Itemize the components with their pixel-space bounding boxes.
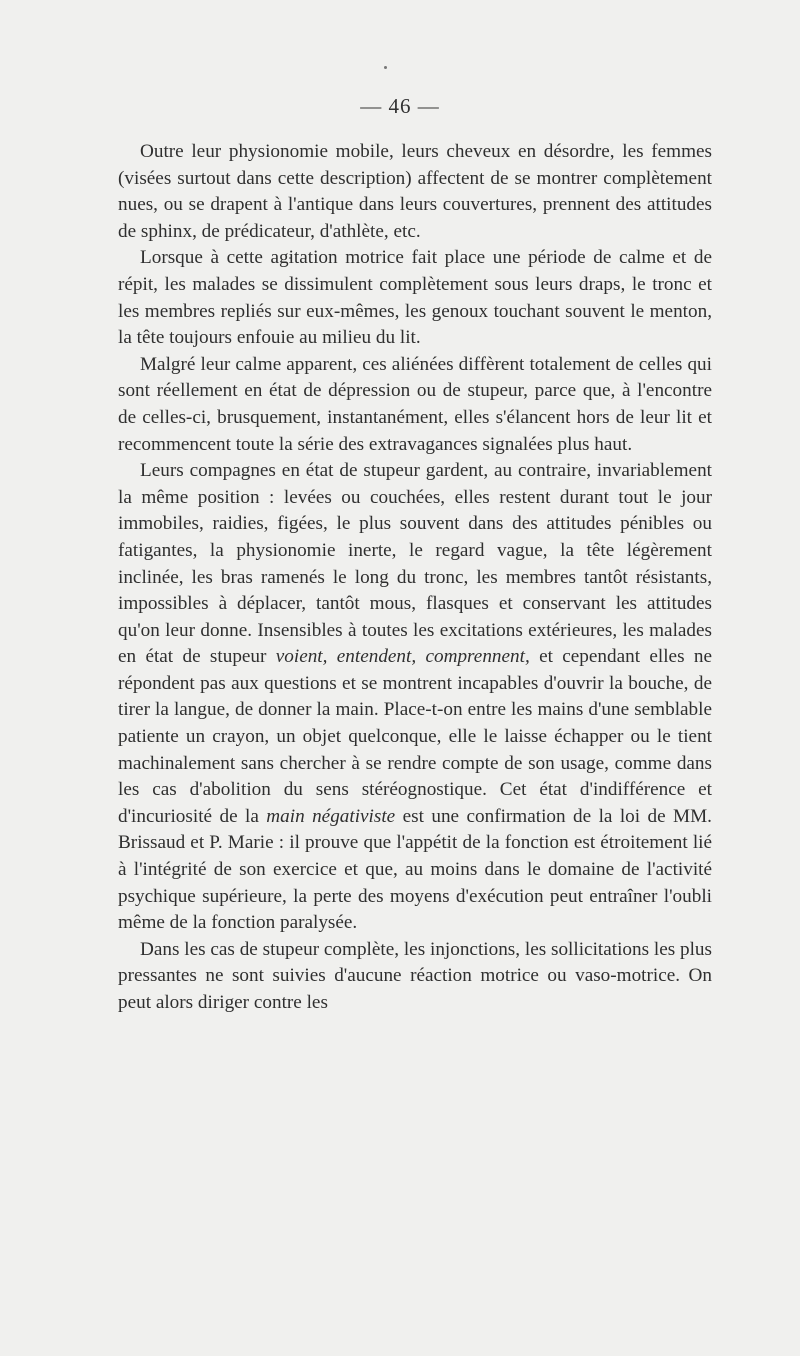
paragraph <box>118 139 712 245</box>
text-segment: Dans les cas de stupeur complète, les injonctions, les sollicitations les plus pressantes ne sont suivies d'aucune réaction motrice ou vaso-motrice. On peut alors diriger contre les <box>118 938 712 1013</box>
body-text <box>118 139 712 1017</box>
page-number: — 46 — <box>360 94 440 118</box>
text-segment: Malgré leur calme apparent, ces aliénées diffèrent totalement de celles qui sont réellement en état de dépression ou de stupeur, parce que, à l'encontre de celles-ci, brusquement, instantanément, elles s'élancent hors de leur lit et recommencent toute la série des extravagances signalées plus haut. <box>118 353 712 455</box>
paragraph <box>118 937 712 1017</box>
paragraph <box>118 245 712 351</box>
text-segment: Lorsque à cette agitation motrice fait place une période de calme et de répit, les malades se dissimulent complètement sous leurs draps, le tronc et les membres repliés sur eux-mêmes, les genoux touchant souvent le menton, la tête toujours enfouie au milieu du lit. <box>118 247 712 349</box>
text-segment: Outre leur physionomie mobile, leurs cheveux en désordre, les femmes (visées surtout dans cette description) affectent de se montrer complètement nues, ou se drapent à l'antique dans leurs couvertures, prennent des attitudes de sphinx, de prédicateur, d'athlète, etc. <box>118 141 712 242</box>
italic-text: main négativiste <box>266 805 396 827</box>
paragraph <box>118 458 712 937</box>
paragraph <box>118 352 712 458</box>
paper-speck <box>384 66 387 69</box>
italic-text: voient, entendent, comprennent, <box>275 646 530 668</box>
text-segment: et cependant elles ne répondent pas aux questions et se montrent incapables d'ouvrir la bouche, de tirer la langue, de donner la main. Place-t-on entre les mains d'une semblable patiente un crayon, un objet quelconque, elle le laisse échapper ou le tient machinalement sans chercher à se rendre compte de son usage, comme dans les cas d'abolition du sens stéréognostique. Cet état d'indifférence et d'incuriosité de la <box>118 646 712 827</box>
text-segment: Leurs compagnes en état de stupeur gardent, au contraire, invariablement la même position : levées ou couchées, elles restent durant tout le jour immobiles, raidies, figées, le plus souvent dans des attitudes pénibles ou fatigantes, la physionomie inerte, le regard vague, la tête légèrement inclinée, les bras ramenés le long du tronc, les membres tantôt résistants, impossibles à déplacer, tantôt mous, flasques et conservant les attitudes qu'on leur donne. Insensibles à toutes les excitations extérieures, les malades en état de stupeur <box>118 460 712 668</box>
text-segment: est une confirmation de la loi de MM. Brissaud et P. Marie : il prouve que l'appétit de la fonction est étroitement lié à l'intégrité de son exercice et que, au moins dans le domaine de l'activité psychique supérieure, la perte des moyens d'exécution peut entraîner l'oubli même de la fonction paralysée. <box>118 805 712 934</box>
